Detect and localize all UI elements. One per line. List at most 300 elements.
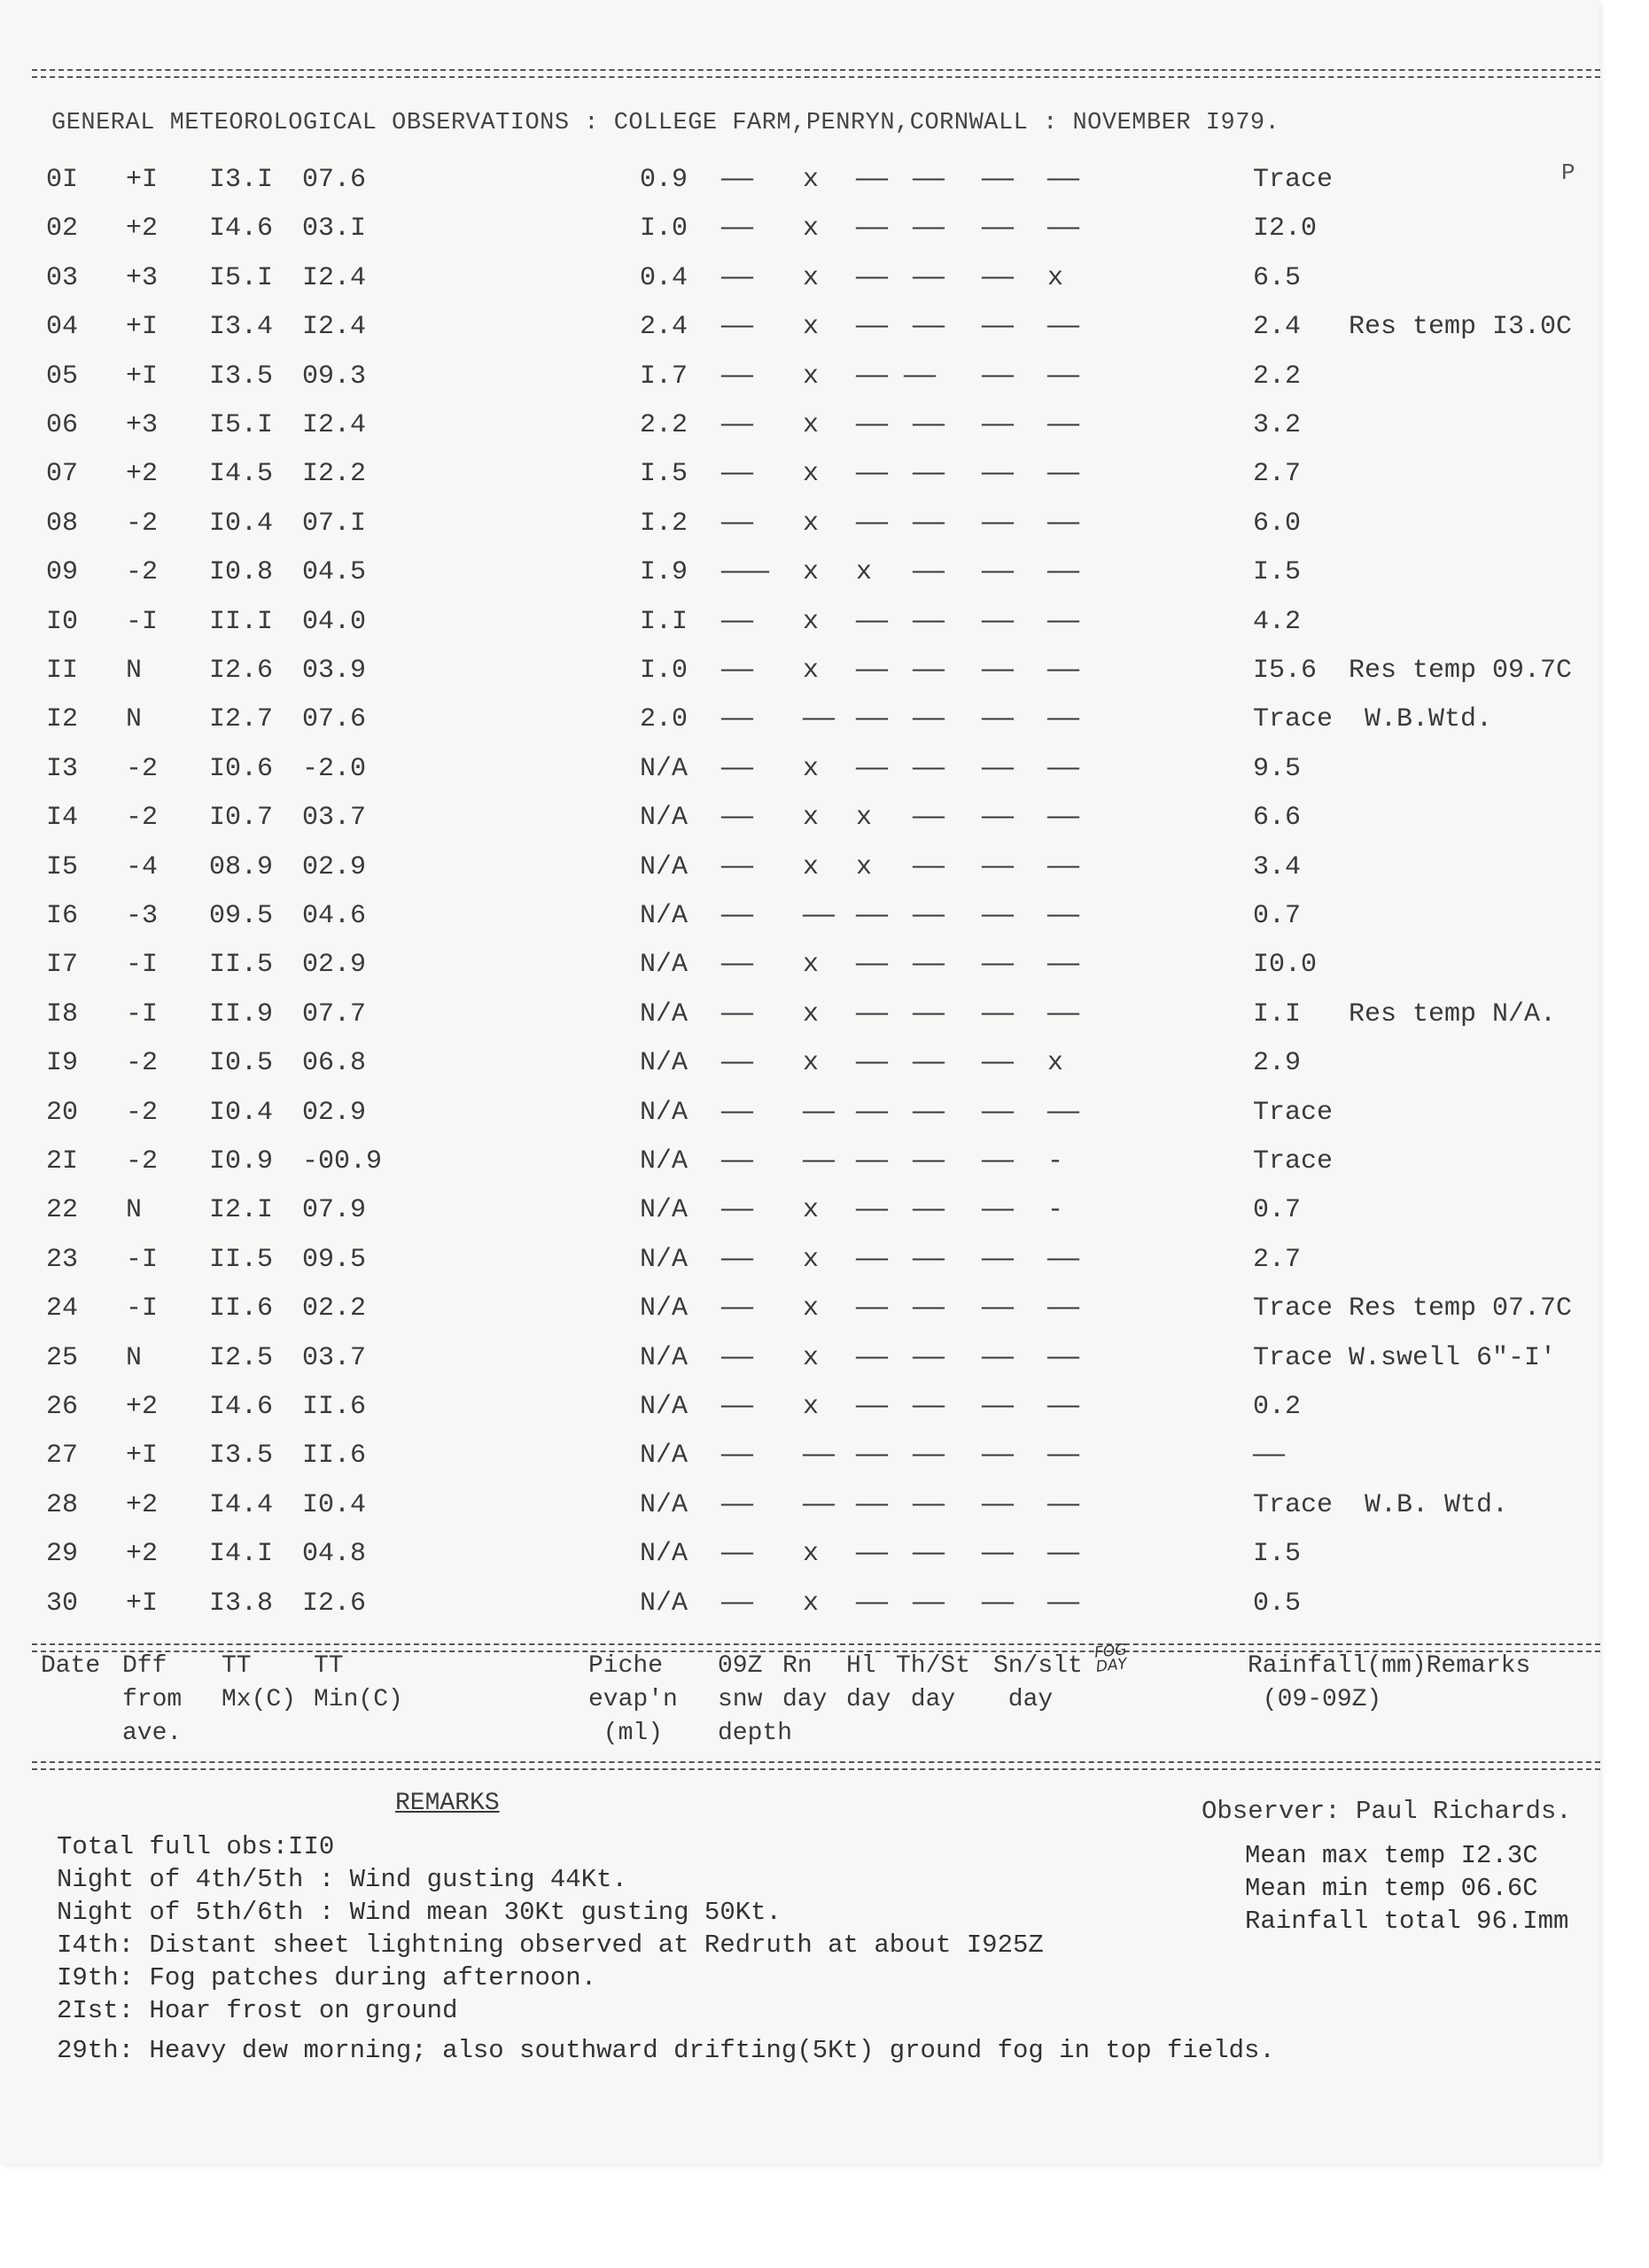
cell-th: —— — [913, 312, 945, 343]
table-row — [0, 459, 1599, 503]
cell-snw: —— — [721, 1539, 754, 1570]
cell-evap: N/A — [640, 1441, 688, 1472]
table-row — [0, 999, 1599, 1044]
cell-hl: —— — [856, 165, 889, 195]
cell-date: 2I — [46, 1146, 79, 1177]
cell-max: I4.4 — [209, 1489, 274, 1520]
cell-sn: —— — [982, 1293, 1015, 1324]
cell-th: —— — [913, 1392, 945, 1422]
table-row — [0, 1392, 1599, 1436]
cell-hl: —— — [856, 262, 889, 293]
cell-max: 09.5 — [209, 901, 274, 931]
cell-max: I0.5 — [209, 1048, 274, 1079]
cell-sn: —— — [982, 262, 1015, 293]
cell-rain: I5.6 — [1253, 656, 1318, 686]
cell-th: —— — [913, 1293, 945, 1324]
cell-th: —— — [913, 1195, 945, 1226]
cell-dff: +2 — [126, 1539, 159, 1570]
remark-line: 2Ist: Hoar frost on ground — [57, 1996, 458, 2025]
cell-dff: -I — [126, 1293, 159, 1324]
cell-min: I2.4 — [302, 410, 367, 440]
cell-rain: 0.7 — [1253, 1195, 1302, 1226]
cell-dff: -I — [126, 606, 159, 637]
cell-evap: N/A — [640, 950, 688, 981]
table-row — [0, 1441, 1599, 1485]
cell-evap: 0.9 — [640, 165, 688, 195]
cell-dff: N — [126, 1342, 143, 1373]
cell-max: II.5 — [209, 950, 274, 981]
cell-max: I2.5 — [209, 1342, 274, 1373]
cell-th: —— — [913, 1489, 945, 1520]
cell-date: 02 — [46, 214, 79, 245]
cell-rain: 0.5 — [1253, 1588, 1302, 1619]
cell-rem: W.swell 6"-I' — [1349, 1342, 1557, 1373]
cell-hl: —— — [856, 214, 889, 245]
header-max: TT Mx(C) — [222, 1652, 297, 1713]
cell-rain: Trace — [1253, 704, 1334, 735]
cell-fog: - — [1047, 1146, 1064, 1177]
cell-dff: +3 — [126, 262, 159, 293]
table-row — [0, 557, 1599, 602]
table-row — [0, 754, 1599, 798]
table-row — [0, 214, 1599, 258]
table-row — [0, 509, 1599, 553]
cell-evap: I.7 — [640, 361, 688, 392]
cell-hl: —— — [856, 1293, 889, 1324]
cell-hl: —— — [856, 998, 889, 1029]
cell-dff: +I — [126, 1441, 159, 1472]
cell-max: I5.I — [209, 262, 274, 293]
cell-th: —— — [913, 557, 945, 588]
cell-date: I2 — [46, 704, 79, 735]
cell-sn: —— — [982, 508, 1015, 539]
cell-fog: —— — [1047, 508, 1080, 539]
cell-rem: Res temp N/A. — [1349, 998, 1557, 1029]
table-row — [0, 263, 1599, 307]
cell-evap: I.0 — [640, 656, 688, 686]
cell-hl: —— — [856, 704, 889, 735]
cell-min: 09.3 — [302, 361, 367, 392]
cell-fog: —— — [1047, 1097, 1080, 1128]
cell-rain: I.I — [1253, 998, 1302, 1029]
cell-sn: —— — [982, 606, 1015, 637]
cell-th: —— — [913, 1048, 945, 1079]
summary-line: Rainfall total 96.Imm — [1245, 1907, 1569, 1936]
cell-fog: —— — [1047, 557, 1080, 588]
cell-fog: —— — [1047, 803, 1080, 834]
cell-min: 07.6 — [302, 704, 367, 735]
cell-evap: N/A — [640, 1146, 688, 1177]
cell-min: 04.6 — [302, 901, 367, 931]
cell-min: 02.9 — [302, 950, 367, 981]
cell-rem: Res temp I3.0C — [1349, 312, 1573, 343]
cell-th: —— — [913, 1097, 945, 1128]
header-snw: 09Z snw depth — [718, 1652, 793, 1747]
cell-snw: —— — [721, 1588, 754, 1619]
summary-line: Mean min temp 06.6C — [1245, 1874, 1538, 1903]
cell-rn: x — [803, 1048, 820, 1079]
cell-min: I0.4 — [302, 1489, 367, 1520]
cell-hl: —— — [856, 1489, 889, 1520]
cell-rn: x — [803, 803, 820, 834]
cell-evap: I.9 — [640, 557, 688, 588]
cell-rain: 2.2 — [1253, 361, 1302, 392]
cell-date: II — [46, 656, 79, 686]
cell-sn: —— — [982, 459, 1015, 490]
cell-snw: —— — [721, 1342, 754, 1373]
cell-th: —— — [913, 410, 945, 440]
cell-rain: 2.9 — [1253, 1048, 1302, 1079]
cell-snw: —— — [721, 1097, 754, 1128]
header-th: Th/St day — [896, 1652, 971, 1713]
cell-th: —— — [913, 851, 945, 882]
cell-hl: —— —— — [856, 361, 937, 392]
cell-min: 07.9 — [302, 1195, 367, 1226]
cell-th: —— — [913, 656, 945, 686]
cell-hl: —— — [856, 606, 889, 637]
cell-snw: —— — [721, 704, 754, 735]
cell-snw: —— — [721, 312, 754, 343]
cell-rn: x — [803, 312, 820, 343]
table-row — [0, 950, 1599, 994]
cell-dff: N — [126, 704, 143, 735]
cell-rn: x — [803, 1539, 820, 1570]
table-row — [0, 901, 1599, 945]
cell-min: 09.5 — [302, 1244, 367, 1275]
cell-sn: —— — [982, 1342, 1015, 1373]
cell-rn: x — [803, 753, 820, 784]
cell-max: II.5 — [209, 1244, 274, 1275]
header-dff: Dff from ave. — [122, 1652, 183, 1747]
cell-snw: —— — [721, 1146, 754, 1177]
cell-fog: —— — [1047, 753, 1080, 784]
cell-date: I7 — [46, 950, 79, 981]
cell-dff: +I — [126, 312, 159, 343]
cell-dff: -4 — [126, 851, 159, 882]
cell-sn: —— — [982, 1441, 1015, 1472]
cell-th: —— — [913, 165, 945, 195]
cell-hl: —— — [856, 656, 889, 686]
cell-sn: —— — [982, 656, 1015, 686]
cell-rn: —— — [803, 1146, 836, 1177]
cell-th: —— — [913, 950, 945, 981]
table-row — [0, 1195, 1599, 1239]
cell-max: II.6 — [209, 1293, 274, 1324]
cell-rn: x — [803, 950, 820, 981]
cell-min: II.6 — [302, 1441, 367, 1472]
cell-dff: -I — [126, 950, 159, 981]
cell-min: 03.7 — [302, 803, 367, 834]
cell-max: I3.8 — [209, 1588, 274, 1619]
cell-th: —— — [913, 1342, 945, 1373]
cell-hl: —— — [856, 508, 889, 539]
cell-evap: N/A — [640, 1489, 688, 1520]
cell-date: 0I — [46, 165, 79, 195]
corner-mark: P — [1561, 159, 1575, 186]
cell-sn: —— — [982, 950, 1015, 981]
cell-rn: x — [803, 1195, 820, 1226]
cell-th: —— — [913, 998, 945, 1029]
remark-line: I4th: Distant sheet lightning observed at Redruth at about I925Z — [57, 1930, 1044, 1960]
cell-evap: N/A — [640, 1539, 688, 1570]
cell-sn: —— — [982, 1097, 1015, 1128]
remark-line: Night of 5th/6th : Wind mean 30Kt gusting 50Kt. — [57, 1898, 782, 1927]
cell-rn: x — [803, 1342, 820, 1373]
cell-snw: —— — [721, 214, 754, 245]
table-row — [0, 803, 1599, 847]
cell-snw: —— — [721, 901, 754, 931]
cell-max: I2.7 — [209, 704, 274, 735]
cell-rain: 0.7 — [1253, 901, 1302, 931]
cell-fog: —— — [1047, 1588, 1080, 1619]
cell-rn: x — [803, 410, 820, 440]
cell-rain: 6.6 — [1253, 803, 1302, 834]
cell-min: I2.4 — [302, 262, 367, 293]
cell-max: I3.5 — [209, 361, 274, 392]
cell-date: 06 — [46, 410, 79, 440]
cell-rn: x — [803, 851, 820, 882]
cell-evap: N/A — [640, 1342, 688, 1373]
table-row — [0, 1539, 1599, 1583]
cell-rain: —— — [1253, 1441, 1286, 1472]
cell-snw: —— — [721, 1048, 754, 1079]
cell-max: I4.I — [209, 1539, 274, 1570]
cell-fog: —— — [1047, 1293, 1080, 1324]
cell-rem: Res temp 07.7C — [1349, 1293, 1573, 1324]
cell-evap: N/A — [640, 901, 688, 931]
remark-line: Total full obs:II0 — [57, 1832, 335, 1861]
table-row — [0, 852, 1599, 897]
cell-dff: N — [126, 656, 143, 686]
cell-snw: —— — [721, 165, 754, 195]
cell-max: II.I — [209, 606, 274, 637]
cell-min: 04.5 — [302, 557, 367, 588]
cell-min: 02.2 — [302, 1293, 367, 1324]
cell-dff: +I — [126, 165, 159, 195]
cell-rain: 3.2 — [1253, 410, 1302, 440]
cell-fog: —— — [1047, 1539, 1080, 1570]
fog-day-note: FOG DAY — [1093, 1641, 1128, 1676]
cell-sn: —— — [982, 851, 1015, 882]
cell-fog: —— — [1047, 901, 1080, 931]
cell-hl: —— — [856, 459, 889, 490]
cell-evap: 2.2 — [640, 410, 688, 440]
table-row — [0, 1146, 1599, 1191]
table-row — [0, 165, 1599, 209]
cell-hl: —— — [856, 312, 889, 343]
cell-max: I0.6 — [209, 753, 274, 784]
cell-snw: —— — [721, 606, 754, 637]
cell-dff: -2 — [126, 508, 159, 539]
cell-date: I5 — [46, 851, 79, 882]
cell-dff: -3 — [126, 901, 159, 931]
cell-max: I0.9 — [209, 1146, 274, 1177]
cell-date: 22 — [46, 1195, 79, 1226]
cell-max: I0.4 — [209, 1097, 274, 1128]
cell-dff: -I — [126, 998, 159, 1029]
cell-sn: —— — [982, 410, 1015, 440]
cell-min: I2.4 — [302, 312, 367, 343]
cell-hl: —— — [856, 753, 889, 784]
cell-evap: 0.4 — [640, 262, 688, 293]
cell-max: I2.6 — [209, 656, 274, 686]
cell-rn: x — [803, 361, 820, 392]
cell-sn: —— — [982, 214, 1015, 245]
cell-min: 07.6 — [302, 165, 367, 195]
cell-min: I2.2 — [302, 459, 367, 490]
cell-th: —— — [913, 606, 945, 637]
cell-date: 25 — [46, 1342, 79, 1373]
cell-fog: —— — [1047, 459, 1080, 490]
cell-hl: —— — [856, 1441, 889, 1472]
cell-sn: —— — [982, 1146, 1015, 1177]
header-sn: Sn/slt day — [993, 1652, 1083, 1713]
cell-th: —— — [913, 1146, 945, 1177]
cell-evap: I.0 — [640, 214, 688, 245]
cell-date: I0 — [46, 606, 79, 637]
cell-date: 30 — [46, 1588, 79, 1619]
cell-hl: —— — [856, 1097, 889, 1128]
cell-max: I3.4 — [209, 312, 274, 343]
cell-date: 03 — [46, 262, 79, 293]
cell-th: —— — [913, 214, 945, 245]
cell-min: 02.9 — [302, 1097, 367, 1128]
cell-hl: —— — [856, 950, 889, 981]
cell-sn: —— — [982, 361, 1015, 392]
cell-rn: x — [803, 165, 820, 195]
cell-fog: —— — [1047, 165, 1080, 195]
cell-snw: —— — [721, 851, 754, 882]
cell-dff: -I — [126, 1244, 159, 1275]
cell-sn: —— — [982, 901, 1015, 931]
table-row — [0, 1048, 1599, 1092]
cell-date: 28 — [46, 1489, 79, 1520]
cell-snw: —— — [721, 508, 754, 539]
cell-sn: —— — [982, 165, 1015, 195]
cell-snw: —— — [721, 1441, 754, 1472]
cell-th: —— — [913, 459, 945, 490]
table-row — [0, 1490, 1599, 1534]
cell-fog: —— — [1047, 312, 1080, 343]
cell-date: I8 — [46, 998, 79, 1029]
cell-dff: +3 — [126, 410, 159, 440]
cell-dff: N — [126, 1195, 143, 1226]
cell-th: —— — [913, 803, 945, 834]
cell-evap: 2.0 — [640, 704, 688, 735]
cell-max: I4.6 — [209, 1392, 274, 1422]
cell-dff: +I — [126, 361, 159, 392]
cell-hl: —— — [856, 1146, 889, 1177]
header-evap: Piche evap'n (ml) — [588, 1652, 678, 1747]
cell-rem: Res temp 09.7C — [1349, 656, 1573, 686]
cell-dff: +2 — [126, 459, 159, 490]
cell-sn: —— — [982, 753, 1015, 784]
table-row — [0, 1343, 1599, 1387]
cell-hl: x — [856, 851, 873, 882]
cell-date: 07 — [46, 459, 79, 490]
table-row — [0, 607, 1599, 651]
cell-fog: —— — [1047, 950, 1080, 981]
cell-rain: 9.5 — [1253, 753, 1302, 784]
cell-th: —— — [913, 508, 945, 539]
cell-rain: I0.0 — [1253, 950, 1318, 981]
cell-rain: I.5 — [1253, 1539, 1302, 1570]
cell-min: I2.6 — [302, 1588, 367, 1619]
cell-rain: 2.7 — [1253, 459, 1302, 490]
table-row — [0, 1588, 1599, 1633]
cell-min: -2.0 — [302, 753, 367, 784]
cell-sn: —— — [982, 1539, 1015, 1570]
cell-rem: W.B. Wtd. — [1349, 1489, 1509, 1520]
cell-max: I0.7 — [209, 803, 274, 834]
cell-rain: 2.4 — [1253, 312, 1302, 343]
cell-rn: x — [803, 557, 820, 588]
cell-evap: N/A — [640, 1588, 688, 1619]
cell-evap: N/A — [640, 803, 688, 834]
cell-date: I9 — [46, 1048, 79, 1079]
cell-rain: 4.2 — [1253, 606, 1302, 637]
cell-min: 03.9 — [302, 656, 367, 686]
cell-min: II.6 — [302, 1392, 367, 1422]
cell-min: 06.8 — [302, 1048, 367, 1079]
cell-evap: N/A — [640, 1244, 688, 1275]
cell-max: I2.I — [209, 1195, 274, 1226]
cell-rain: 6.0 — [1253, 508, 1302, 539]
cell-snw: —— — [721, 803, 754, 834]
cell-rn: —— — [803, 1097, 836, 1128]
cell-hl: —— — [856, 901, 889, 931]
cell-sn: —— — [982, 1588, 1015, 1619]
cell-snw: —— — [721, 1195, 754, 1226]
cell-dff: -2 — [126, 803, 159, 834]
cell-hl: —— — [856, 1539, 889, 1570]
cell-date: 04 — [46, 312, 79, 343]
cell-th: —— — [913, 1539, 945, 1570]
cell-rn: —— — [803, 704, 836, 735]
cell-date: I4 — [46, 803, 79, 834]
cell-dff: +2 — [126, 1489, 159, 1520]
cell-hl: x — [856, 803, 873, 834]
cell-snw: —— — [721, 998, 754, 1029]
table-row — [0, 1245, 1599, 1289]
table-row — [0, 1098, 1599, 1142]
remarks-title: REMARKS — [395, 1790, 500, 1817]
cell-th: —— — [913, 753, 945, 784]
table-row — [0, 656, 1599, 700]
cell-fog: x — [1047, 1048, 1064, 1079]
cell-fog: —— — [1047, 606, 1080, 637]
cell-fog: —— — [1047, 851, 1080, 882]
cell-rem: W.B.Wtd. — [1349, 704, 1493, 735]
cell-rn: x — [803, 459, 820, 490]
cell-min: 07.I — [302, 508, 367, 539]
cell-fog: —— — [1047, 214, 1080, 245]
cell-date: 29 — [46, 1539, 79, 1570]
cell-max: I4.5 — [209, 459, 274, 490]
cell-date: 05 — [46, 361, 79, 392]
cell-fog: —— — [1047, 410, 1080, 440]
cell-date: 24 — [46, 1293, 79, 1324]
cell-rn: x — [803, 262, 820, 293]
observer: Observer: Paul Richards. — [1202, 1797, 1572, 1826]
cell-rain: Trace — [1253, 1342, 1334, 1373]
cell-th: —— — [913, 1588, 945, 1619]
cell-snw: —— — [721, 1293, 754, 1324]
cell-th: —— — [913, 262, 945, 293]
top-rule — [32, 69, 1600, 78]
cell-snw: —— — [721, 656, 754, 686]
cell-snw: —— — [721, 262, 754, 293]
